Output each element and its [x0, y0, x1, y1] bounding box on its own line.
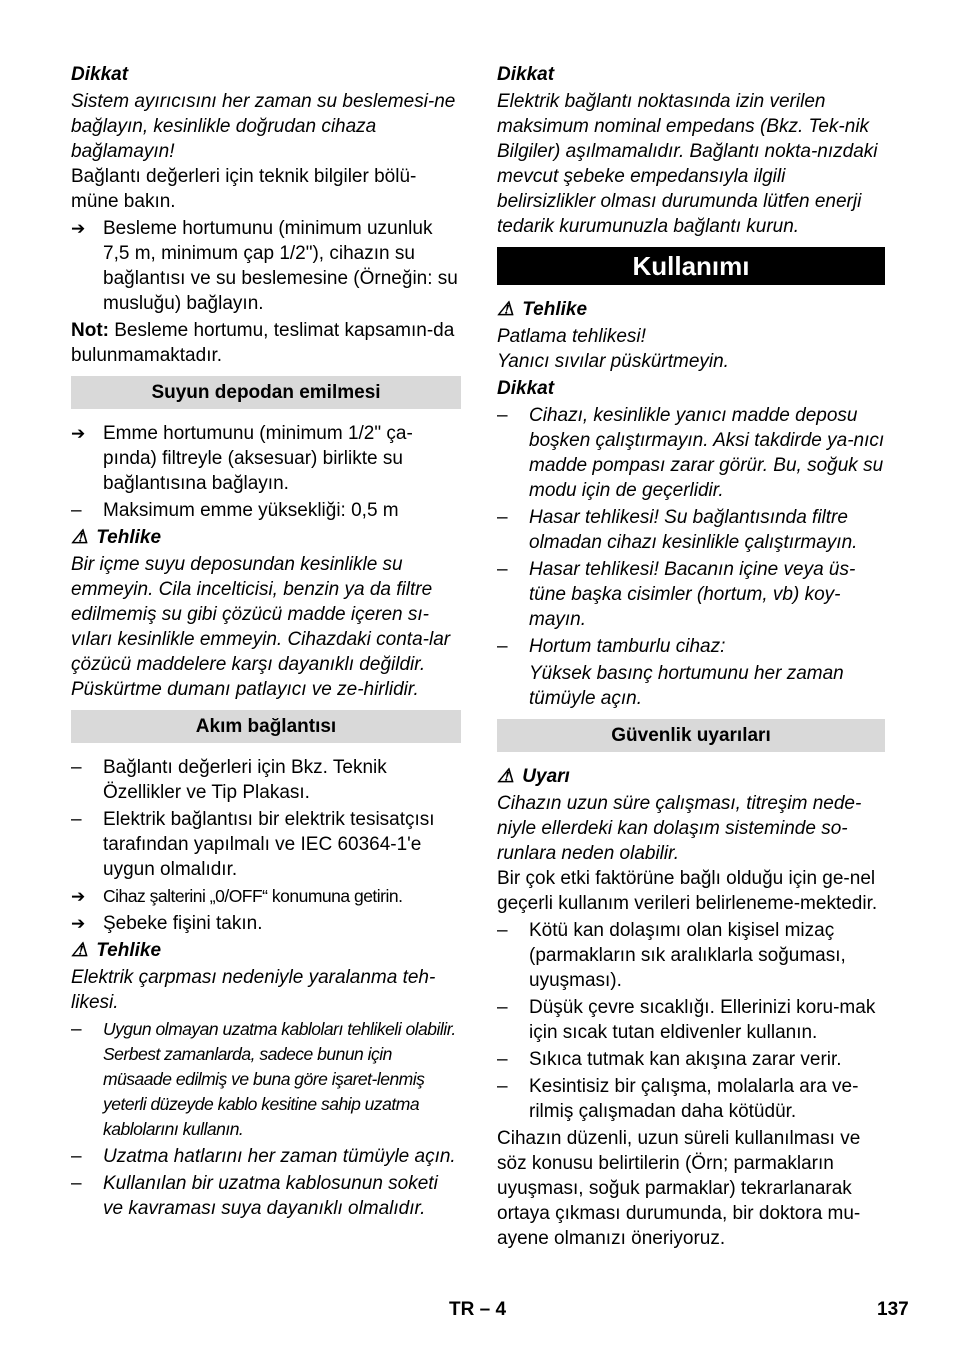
warning-triangle-icon: ⚠ — [497, 299, 515, 320]
arrow-icon: ➔ — [71, 424, 86, 443]
dash-item: – Kötü kan dolaşımı olan kişisel mizaç (parmakların sık aralıklarla soğuması, uyuşması). — [497, 920, 846, 991]
step-item: ➔ Cihaz şalterini „0/OFF“ konumuna getirin. — [71, 884, 461, 909]
section-heading: Akım bağlantısı — [71, 710, 461, 743]
dash-item: – Düşük çevre sıcaklığı. Ellerinizi koru-mak için sıcak tutan eldivenler kullanın. — [497, 997, 876, 1043]
warning-triangle-icon: ⚠ — [497, 766, 515, 787]
dash-icon: – — [71, 809, 82, 830]
dash-item: – Bağlantı değerleri için Bkz. Teknik Özellikler ve Tip Plakası. — [71, 757, 387, 803]
arrow-icon: ➔ — [71, 914, 86, 933]
warning-title: ⚠ Uyarı — [497, 766, 570, 787]
dash-icon: – — [497, 507, 508, 528]
dash-item: – Uzatma hatlarını her zaman tümüyle açın. — [71, 1146, 456, 1167]
warning-text: Patlama tehlikesi! — [497, 326, 646, 347]
dash-item: – Maksimum emme yüksekliği: 0,5 m — [71, 500, 399, 521]
warning-text: Cihazın uzun süre çalışması, titreşim nede-niyle ellerdeki kan dolaşım sisteminde so-runlara neden olabilir. — [497, 793, 862, 864]
chapter-heading: Kullanımı — [497, 247, 885, 285]
dash-item: – Sıkıca tutmak kan akışına zarar verir. — [497, 1049, 842, 1070]
right-column — [497, 60, 885, 1251]
dash-item: – Kullanılan bir uzatma kablosunun soketi ve kavraması suya dayanıklı olmalıdır. — [71, 1173, 438, 1219]
dash-item-continuation: Yüksek basınç hortumunu her zaman tümüyle açın. — [529, 663, 844, 709]
dikkat-text: Elektrik bağlantı noktasında izin verilen maksimum nominal empedans (Bkz. Tek-nik Bilgiler) aşılmamalıdır. Bağlantı nokta-nızdaki mevcut şebeke empedansıyla ilgili belirsizlikler olması durumunda lütfen enerji tedarik kurumunuzla bağlantı kurun. — [497, 91, 878, 237]
dash-item: – Hasar tehlikesi! Bacanın içine veya üs-tüne başka cisimler (hortum, vb) koy-mayın. — [497, 559, 856, 630]
arrow-icon: ➔ — [71, 887, 86, 906]
step-item: ➔ Besleme hortumunu (minimum uzunluk 7,5 m, minimum çap 1/2"), cihazın su bağlantısı ve su beslemesine (Örneğin: su musluğu) bağlayın. — [71, 218, 458, 314]
arrow-icon: ➔ — [71, 219, 86, 238]
dash-icon: – — [71, 757, 82, 778]
warning-triangle-icon: ⚠ — [71, 940, 89, 961]
section-heading: Suyun depodan emilmesi — [71, 376, 461, 409]
dash-icon: – — [71, 1019, 82, 1040]
dash-icon: – — [71, 500, 82, 521]
warning-text: Bir içme suyu deposundan kesinlikle su emmeyin. Cila incelticisi, benzin ya da filtre edilmemiş su gibi çözücü madde içeren sı-vıları kesinlikle emmeyin. Cihazdaki conta-lar çözücü maddelere karşı dayanıklı değildir. Püskürtme dumanı patlayıcı ve ze-hirlidir. — [71, 554, 451, 700]
warning-triangle-icon: ⚠ — [71, 527, 89, 548]
dikkat-text: Sistem ayırıcısını her zaman su beslemesi-ne bağlayın, kesinlikle doğrudan cihaza bağlamayın! — [71, 91, 456, 162]
dash-icon: – — [497, 636, 508, 657]
dash-icon: – — [71, 1173, 82, 1194]
paragraph: Bir çok etki faktörüne bağlı olduğu için ge-nel geçerli kullanım verileri belirleneme-mektedir. — [497, 868, 878, 914]
dikkat-title: Dikkat — [497, 64, 555, 85]
warning-title: ⚠ Tehlike — [71, 940, 162, 961]
dash-icon: – — [497, 405, 508, 426]
dash-icon: – — [497, 997, 508, 1018]
paragraph: Bağlantı değerleri için teknik bilgiler bölü-müne bakın. — [71, 166, 417, 212]
footer-language-page: TR – 4 — [449, 1299, 507, 1320]
warning-title: ⚠ Tehlike — [71, 527, 162, 548]
dash-item: – Hortum tamburlu cihaz: — [497, 636, 726, 657]
dash-icon: – — [497, 920, 508, 941]
step-item: ➔ Emme hortumunu (minimum 1/2" ça-pında) filtreyle (aksesuar) birlikte su bağlantısına bağlayın. — [71, 423, 413, 494]
dash-item: – Kesintisiz bir çalışma, molalarla ara ve-rilmiş çalışmadan daha kötüdür. — [497, 1076, 859, 1122]
dash-item: – Cihazı, kesinlikle yanıcı madde deposu boşken çalıştırmayın. Aksi takdirde ya-nıcı madde pompası zarar görür. Bu, soğuk su modu için de geçerlidir. — [497, 405, 885, 501]
dash-icon: – — [497, 559, 508, 580]
dash-icon: – — [497, 1049, 508, 1070]
dikkat-title: Dikkat — [497, 378, 555, 399]
paragraph: Cihazın düzenli, uzun süreli kullanılması ve söz konusu belirtilerin (Örn; parmakların uyuşması, soğuk parmaklar) tekrarlanarak ortaya çıkması durumunda, bir doktora mu-ayene olmanızı öneriyoruz. — [497, 1128, 861, 1249]
dash-item: – Uygun olmayan uzatma kabloları tehlikeli olabilir. Serbest zamanlarda, sadece bunun için müsaade edilmiş ve buna göre işaret-lenmiş yeterli düzeyde kablo kesitine sahip uzatma kablolarını kullanın. — [71, 1017, 461, 1142]
warning-text: Yanıcı sıvılar püskürtmeyin. — [497, 351, 729, 372]
left-column — [71, 60, 461, 1223]
note: Not: Besleme hortumu, teslimat kapsamın-da bulunmamaktadır. — [71, 320, 455, 366]
page-number: 137 — [877, 1299, 909, 1320]
dikkat-title: Dikkat — [71, 64, 129, 85]
dash-icon: – — [497, 1076, 508, 1097]
dash-icon: – — [71, 1146, 82, 1167]
dash-item: – Elektrik bağlantısı bir elektrik tesisatçısı tarafından yapılmalı ve IEC 60364-1'e uygun olmalıdır. — [71, 809, 435, 880]
step-item: ➔ Şebeke fişini takın. — [71, 913, 263, 934]
warning-text: Elektrik çarpması nedeniyle yaralanma teh-likesi. — [71, 967, 436, 1013]
section-heading: Güvenlik uyarıları — [497, 719, 885, 752]
dash-item: – Hasar tehlikesi! Su bağlantısında filtre olmadan cihazı kesinlikle çalıştırmayın. — [497, 507, 858, 553]
warning-title: ⚠ Tehlike — [497, 299, 588, 320]
